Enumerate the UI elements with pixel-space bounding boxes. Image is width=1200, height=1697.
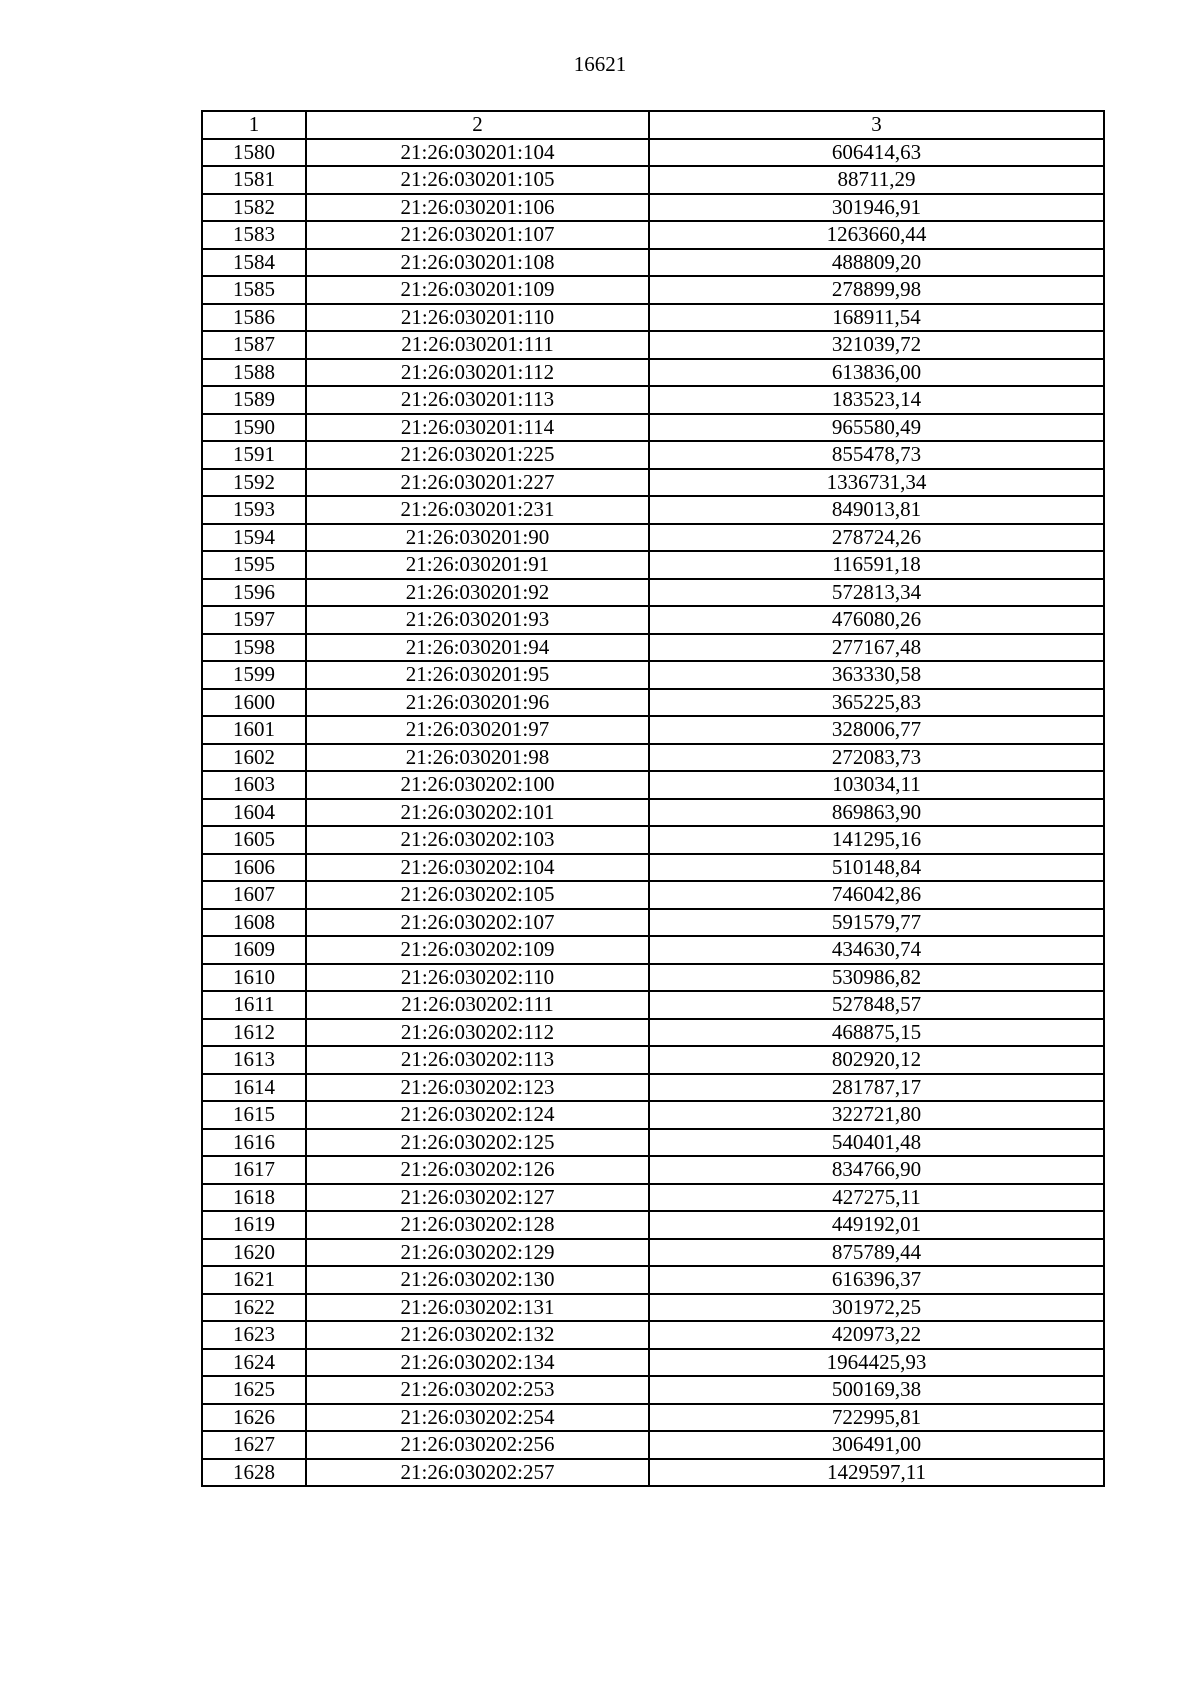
cadastral-number-cell: 21:26:030201:114 [306,414,649,442]
table-row [202,331,1104,359]
cadastral-number-cell: 21:26:030201:108 [306,249,649,277]
cadastral-number-cell: 21:26:030202:109 [306,936,649,964]
table-row [202,909,1104,937]
table-row [202,194,1104,222]
table-row [202,1211,1104,1239]
row-number-cell: 1600 [202,689,306,717]
cadastral-number-cell: 21:26:030201:96 [306,689,649,717]
cadastral-number-cell: 21:26:030202:126 [306,1156,649,1184]
cadastral-number-cell: 21:26:030201:104 [306,139,649,167]
value-cell: 1964425,93 [649,1349,1104,1377]
value-cell: 278899,98 [649,276,1104,304]
value-cell: 802920,12 [649,1046,1104,1074]
table-row [202,166,1104,194]
cadastral-number-cell: 21:26:030201:231 [306,496,649,524]
row-number-cell: 1609 [202,936,306,964]
value-cell: 476080,26 [649,606,1104,634]
row-number-cell: 1624 [202,1349,306,1377]
value-cell: 103034,11 [649,771,1104,799]
table-row [202,881,1104,909]
row-number-cell: 1603 [202,771,306,799]
row-number-cell: 1618 [202,1184,306,1212]
table-row [202,1156,1104,1184]
cadastral-number-cell: 21:26:030202:111 [306,991,649,1019]
value-cell: 183523,14 [649,386,1104,414]
table-row [202,716,1104,744]
row-number-cell: 1581 [202,166,306,194]
cadastral-number-cell: 21:26:030202:112 [306,1019,649,1047]
header-cell: 3 [649,111,1104,139]
row-number-cell: 1617 [202,1156,306,1184]
cadastral-number-cell: 21:26:030201:109 [306,276,649,304]
cadastral-number-cell: 21:26:030202:100 [306,771,649,799]
cadastral-number-cell: 21:26:030201:94 [306,634,649,662]
cadastral-number-cell: 21:26:030202:128 [306,1211,649,1239]
row-number-cell: 1612 [202,1019,306,1047]
cadastral-number-cell: 21:26:030201:111 [306,331,649,359]
value-cell: 363330,58 [649,661,1104,689]
row-number-cell: 1622 [202,1294,306,1322]
row-number-cell: 1590 [202,414,306,442]
table-row [202,964,1104,992]
table-row [202,1129,1104,1157]
cadastral-number-cell: 21:26:030202:125 [306,1129,649,1157]
value-cell: 875789,44 [649,1239,1104,1267]
value-cell: 834766,90 [649,1156,1104,1184]
cadastral-number-cell: 21:26:030201:90 [306,524,649,552]
table-row [202,606,1104,634]
row-number-cell: 1606 [202,854,306,882]
table-body [202,139,1104,1487]
row-number-cell: 1619 [202,1211,306,1239]
table-row [202,799,1104,827]
table-row [202,1349,1104,1377]
cadastral-number-cell: 21:26:030202:101 [306,799,649,827]
value-cell: 322721,80 [649,1101,1104,1129]
row-number-cell: 1626 [202,1404,306,1432]
cadastral-number-cell: 21:26:030202:256 [306,1431,649,1459]
cadastral-number-cell: 21:26:030202:124 [306,1101,649,1129]
table-row [202,854,1104,882]
row-number-cell: 1583 [202,221,306,249]
value-cell: 321039,72 [649,331,1104,359]
table-row [202,414,1104,442]
table-row [202,689,1104,717]
table-row [202,1376,1104,1404]
table-row [202,991,1104,1019]
value-cell: 434630,74 [649,936,1104,964]
cadastral-number-cell: 21:26:030202:110 [306,964,649,992]
page-number: 16621 [573,52,627,76]
cadastral-number-cell: 21:26:030201:227 [306,469,649,497]
cadastral-number-cell: 21:26:030202:257 [306,1459,649,1487]
value-cell: 365225,83 [649,689,1104,717]
row-number-cell: 1616 [202,1129,306,1157]
row-number-cell: 1591 [202,441,306,469]
table-row [202,1294,1104,1322]
value-cell: 306491,00 [649,1431,1104,1459]
row-number-cell: 1598 [202,634,306,662]
table-row [202,1459,1104,1487]
table-row [202,1321,1104,1349]
value-cell: 301972,25 [649,1294,1104,1322]
header-row [202,111,1104,139]
table-row [202,634,1104,662]
cadastral-number-cell: 21:26:030201:105 [306,166,649,194]
value-cell: 427275,11 [649,1184,1104,1212]
row-number-cell: 1614 [202,1074,306,1102]
row-number-cell: 1611 [202,991,306,1019]
value-cell: 591579,77 [649,909,1104,937]
value-cell: 746042,86 [649,881,1104,909]
value-cell: 855478,73 [649,441,1104,469]
table-row [202,359,1104,387]
cadastral-number-cell: 21:26:030201:95 [306,661,649,689]
cadastral-number-cell: 21:26:030201:113 [306,386,649,414]
cadastral-number-cell: 21:26:030201:98 [306,744,649,772]
data-table [201,110,1105,1487]
value-cell: 540401,48 [649,1129,1104,1157]
value-cell: 328006,77 [649,716,1104,744]
cadastral-number-cell: 21:26:030202:105 [306,881,649,909]
value-cell: 965580,49 [649,414,1104,442]
row-number-cell: 1608 [202,909,306,937]
value-cell: 278724,26 [649,524,1104,552]
table-row [202,1404,1104,1432]
table-row [202,441,1104,469]
value-cell: 88711,29 [649,166,1104,194]
cadastral-number-cell: 21:26:030201:110 [306,304,649,332]
table-row [202,524,1104,552]
table-row [202,304,1104,332]
value-cell: 869863,90 [649,799,1104,827]
table-row [202,826,1104,854]
table-row [202,1046,1104,1074]
row-number-cell: 1613 [202,1046,306,1074]
row-number-cell: 1625 [202,1376,306,1404]
value-cell: 301946,91 [649,194,1104,222]
value-cell: 1336731,34 [649,469,1104,497]
row-number-cell: 1588 [202,359,306,387]
cadastral-number-cell: 21:26:030201:91 [306,551,649,579]
value-cell: 500169,38 [649,1376,1104,1404]
row-number-cell: 1597 [202,606,306,634]
row-number-cell: 1620 [202,1239,306,1267]
table-row [202,1239,1104,1267]
table-row [202,744,1104,772]
table-row [202,386,1104,414]
row-number-cell: 1595 [202,551,306,579]
value-cell: 722995,81 [649,1404,1104,1432]
table-row [202,1074,1104,1102]
cadastral-number-cell: 21:26:030202:131 [306,1294,649,1322]
table-row [202,1431,1104,1459]
cadastral-number-cell: 21:26:030202:132 [306,1321,649,1349]
cadastral-number-cell: 21:26:030202:134 [306,1349,649,1377]
table-row [202,661,1104,689]
row-number-cell: 1582 [202,194,306,222]
table-row [202,551,1104,579]
row-number-cell: 1584 [202,249,306,277]
value-cell: 420973,22 [649,1321,1104,1349]
value-cell: 606414,63 [649,139,1104,167]
value-cell: 616396,37 [649,1266,1104,1294]
cadastral-number-cell: 21:26:030202:129 [306,1239,649,1267]
value-cell: 849013,81 [649,496,1104,524]
row-number-cell: 1587 [202,331,306,359]
table-row [202,1101,1104,1129]
row-number-cell: 1586 [202,304,306,332]
table-row [202,1184,1104,1212]
cadastral-number-cell: 21:26:030202:130 [306,1266,649,1294]
row-number-cell: 1615 [202,1101,306,1129]
row-number-cell: 1594 [202,524,306,552]
value-cell: 141295,16 [649,826,1104,854]
value-cell: 116591,18 [649,551,1104,579]
cadastral-number-cell: 21:26:030202:103 [306,826,649,854]
table-row [202,1266,1104,1294]
cadastral-number-cell: 21:26:030201:92 [306,579,649,607]
table-header [202,111,1104,139]
cadastral-number-cell: 21:26:030202:253 [306,1376,649,1404]
table-row [202,1019,1104,1047]
value-cell: 1263660,44 [649,221,1104,249]
value-cell: 449192,01 [649,1211,1104,1239]
row-number-cell: 1585 [202,276,306,304]
table-row [202,936,1104,964]
cadastral-number-cell: 21:26:030202:104 [306,854,649,882]
row-number-cell: 1604 [202,799,306,827]
row-number-cell: 1627 [202,1431,306,1459]
table-row [202,469,1104,497]
row-number-cell: 1607 [202,881,306,909]
value-cell: 281787,17 [649,1074,1104,1102]
value-cell: 510148,84 [649,854,1104,882]
table-row [202,276,1104,304]
value-cell: 527848,57 [649,991,1104,1019]
header-cell: 2 [306,111,649,139]
row-number-cell: 1599 [202,661,306,689]
cadastral-number-cell: 21:26:030201:107 [306,221,649,249]
row-number-cell: 1592 [202,469,306,497]
cadastral-number-cell: 21:26:030201:106 [306,194,649,222]
table-row [202,249,1104,277]
table-row [202,139,1104,167]
row-number-cell: 1602 [202,744,306,772]
value-cell: 277167,48 [649,634,1104,662]
table-row [202,221,1104,249]
row-number-cell: 1589 [202,386,306,414]
value-cell: 572813,34 [649,579,1104,607]
row-number-cell: 1593 [202,496,306,524]
row-number-cell: 1580 [202,139,306,167]
cadastral-number-cell: 21:26:030202:107 [306,909,649,937]
cadastral-number-cell: 21:26:030201:97 [306,716,649,744]
cadastral-number-cell: 21:26:030201:225 [306,441,649,469]
value-cell: 168911,54 [649,304,1104,332]
row-number-cell: 1623 [202,1321,306,1349]
value-cell: 1429597,11 [649,1459,1104,1487]
value-cell: 530986,82 [649,964,1104,992]
value-cell: 272083,73 [649,744,1104,772]
table-row [202,771,1104,799]
row-number-cell: 1596 [202,579,306,607]
cadastral-number-cell: 21:26:030202:254 [306,1404,649,1432]
cadastral-number-cell: 21:26:030201:93 [306,606,649,634]
value-cell: 613836,00 [649,359,1104,387]
table-row [202,496,1104,524]
row-number-cell: 1628 [202,1459,306,1487]
cadastral-number-cell: 21:26:030202:127 [306,1184,649,1212]
row-number-cell: 1621 [202,1266,306,1294]
header-cell: 1 [202,111,306,139]
row-number-cell: 1601 [202,716,306,744]
value-cell: 468875,15 [649,1019,1104,1047]
row-number-cell: 1605 [202,826,306,854]
cadastral-number-cell: 21:26:030202:113 [306,1046,649,1074]
row-number-cell: 1610 [202,964,306,992]
cadastral-number-cell: 21:26:030202:123 [306,1074,649,1102]
table-row [202,579,1104,607]
cadastral-number-cell: 21:26:030201:112 [306,359,649,387]
value-cell: 488809,20 [649,249,1104,277]
